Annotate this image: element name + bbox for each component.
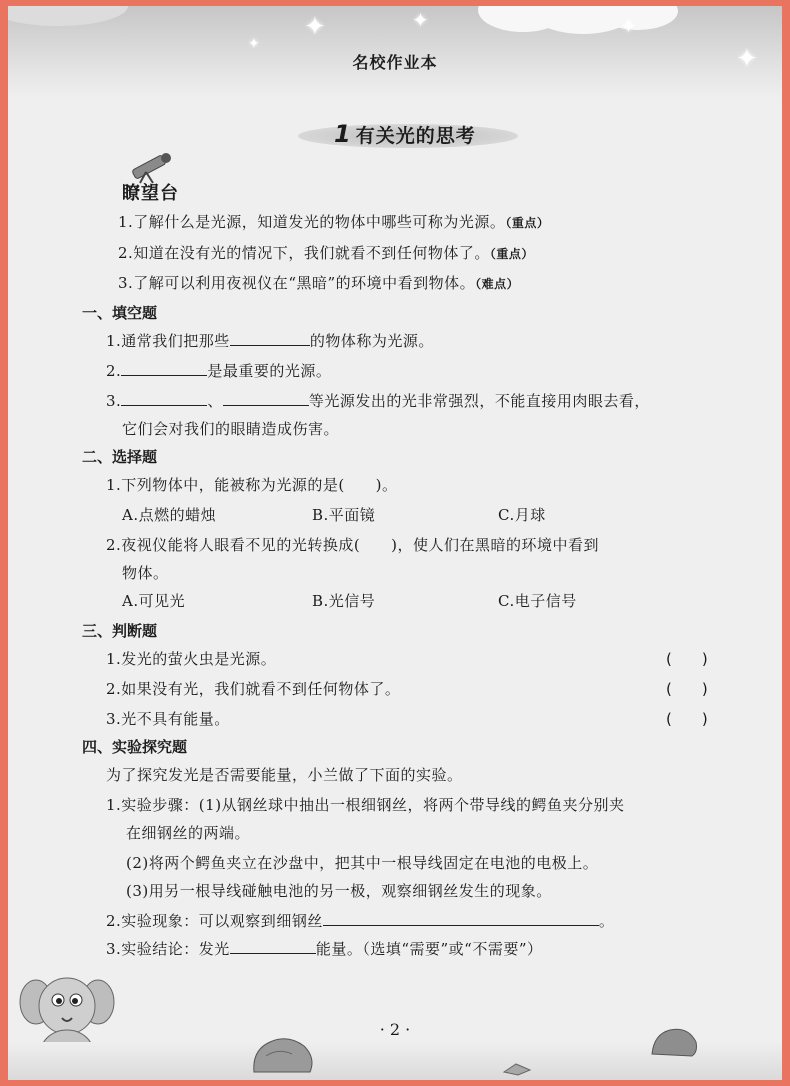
fill-question-2: 2. 是最重要的光源。 (106, 362, 332, 380)
choice-option-c[interactable]: C.月球 (498, 506, 546, 524)
choice-option-a[interactable]: A.点燃的蜡烛 (122, 506, 217, 524)
book-title: 名校作业本 (352, 53, 438, 72)
experiment-step-2: (2)将两个鳄鱼夹立在沙盘中，把其中一根导线固定在电池的电极上。 (126, 854, 599, 872)
answer-paren[interactable]: ( ) (666, 710, 708, 728)
objective-item: 1.了解什么是光源，知道发光的物体中哪些可称为光源。（重点） (118, 213, 550, 231)
star-icon: ✦ (304, 12, 326, 42)
fill-question-3: 3. 、 等光源发出的光非常强烈，不能直接用肉眼去看， (106, 392, 650, 410)
answer-blank[interactable] (121, 361, 207, 376)
answer-blank[interactable] (121, 391, 207, 406)
star-icon: ✦ (248, 36, 260, 52)
experiment-step-1: 1.实验步骤：(1)从钢丝球中抽出一根细钢丝，将两个带导线的鳄鱼夹分别夹 (106, 796, 625, 814)
choice-option-c[interactable]: C.电子信号 (498, 592, 577, 610)
fill-question-1: 1.通常我们把那些 的物体称为光源。 (106, 332, 434, 350)
star-icon: ✦ (736, 44, 758, 74)
lesson-number: 1 (334, 120, 352, 148)
experiment-intro: 为了探究发光是否需要能量，小兰做了下面的实验。 (106, 766, 463, 784)
answer-blank[interactable] (223, 391, 309, 406)
judge-item: 3.光不具有能量。 (106, 710, 230, 728)
choice-option-a[interactable]: A.可见光 (122, 592, 186, 610)
leaf-decoration-icon (502, 1062, 532, 1076)
objectives-heading: 瞭望台 (122, 183, 179, 204)
experiment-step-1-cont: 在细钢丝的两端。 (126, 824, 251, 842)
choice-option-b[interactable]: B.平面镜 (312, 506, 376, 524)
answer-blank[interactable] (323, 911, 599, 926)
judge-item: 1.发光的萤火虫是光源。 (106, 650, 277, 668)
lesson-heading (298, 120, 528, 154)
fill-question-3-cont: 它们会对我们的眼睛造成伤害。 (122, 420, 340, 438)
choice-question-1: 1.下列物体中，能被称为光源的是( )。 (106, 476, 398, 494)
star-icon: ✦ (620, 14, 637, 38)
experiment-conclusion: 3.实验结论：发光 能量。（选填“需要”或“不需要”） (106, 940, 543, 958)
answer-blank[interactable] (230, 331, 310, 346)
answer-blank[interactable] (230, 939, 316, 954)
workbook-page (8, 6, 782, 1080)
star-icon: ✦ (412, 8, 429, 32)
choice-option-b[interactable]: B.光信号 (312, 592, 376, 610)
answer-paren[interactable]: ( ) (666, 680, 708, 698)
objective-item: 2.知道在没有光的情况下，我们就看不到任何物体了。（重点） (118, 244, 534, 262)
choice-heading: 二、选择题 (82, 448, 158, 466)
cloud-decoration (8, 6, 128, 26)
experiment-phenomenon: 2.实验现象：可以观察到细钢丝 。 (106, 912, 615, 930)
lesson-title: 有关光的思考 (355, 125, 476, 147)
objective-item: 3.了解可以利用夜视仪在“黑暗”的环境中看到物体。（难点） (118, 274, 520, 292)
choice-question-2: 2.夜视仪能将人眼看不见的光转换成( )，使人们在黑暗的环境中看到 (106, 536, 600, 554)
experiment-heading: 四、实验探究题 (82, 738, 188, 756)
page-number: · 2 · (379, 1020, 411, 1039)
experiment-step-3: (3)用另一根导线碰触电池的另一极，观察细钢丝发生的现象。 (126, 882, 552, 900)
answer-paren[interactable]: ( ) (666, 650, 708, 668)
fill-blank-heading: 一、填空题 (82, 304, 158, 322)
judge-heading: 三、判断题 (82, 622, 158, 640)
choice-question-2-cont: 物体。 (122, 564, 169, 582)
judge-item: 2.如果没有光，我们就看不到任何物体了。 (106, 680, 401, 698)
